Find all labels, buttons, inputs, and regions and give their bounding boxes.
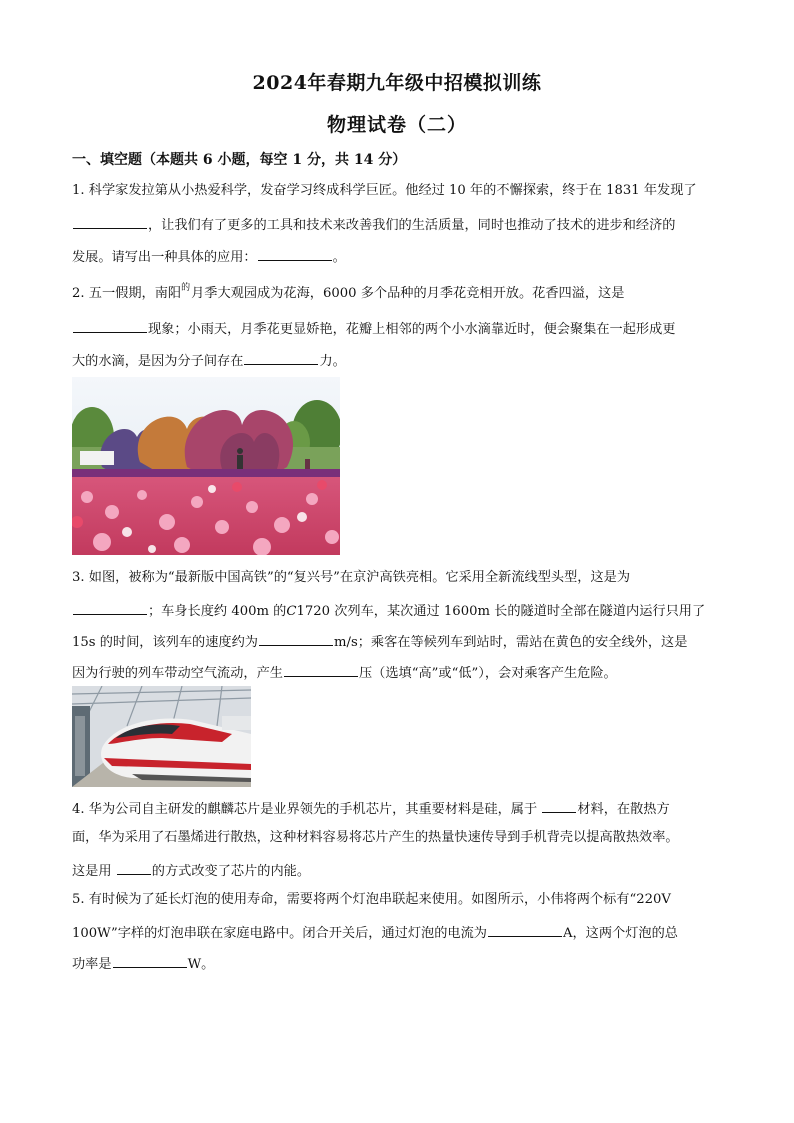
answer-blank[interactable] xyxy=(542,798,576,813)
question-5-line-2: 100W”字样的灯泡串联在家庭电路中。闭合开关后，通过灯泡的电流为 A，这两个灯泡的总 xyxy=(72,922,722,943)
exam-title: 2024年春期九年级中招模拟训练 xyxy=(252,72,542,94)
exam-subtitle: 物理试卷（二） xyxy=(326,114,467,136)
question-4-line-3: 这是用 的方式改变了芯片的内能。 xyxy=(72,860,722,881)
bullet-train-photo xyxy=(72,686,251,787)
question-2-line-1: 2. 五一假期，南阳$^的$月季大观园成为花海，6000 多个品种的月季花竞相开放。花香四溢，这是 xyxy=(72,283,625,301)
answer-blank[interactable] xyxy=(488,922,562,937)
answer-blank[interactable] xyxy=(284,662,358,677)
question-1-line-2: ，让我们有了更多的工具和技术来改善我们的生活质量，同时也推动了技术的进步和经济的 xyxy=(72,214,722,235)
section-heading: 一、填空题（本题共 6 小题，每空 1 分，共 14 分） xyxy=(72,152,407,168)
answer-blank[interactable] xyxy=(258,246,332,261)
answer-blank[interactable] xyxy=(113,953,187,968)
question-2-line-2: 现象；小雨天，月季花更显娇艳，花瓣上相邻的两个小水滴靠近时，便会聚集在一起形成更 xyxy=(72,318,722,339)
question-3-line-1: 3. 如图，被称为“最新版中国高铁”的“复兴号”在京沪高铁亮相。它采用全新流线型头型，这是为 xyxy=(72,570,631,585)
question-1-line-1: 1. 科学家发拉第从小热爱科学，发奋学习终成科学巨匠。他经过 10 年的不懈探索，终于在 1831 年发现了 xyxy=(72,183,697,198)
question-5-line-3: 功率是 W。 xyxy=(72,953,722,974)
question-3-line-2: ；车身长度约 400m 的C1720 次列车，某次通过 1600m 长的隧道时全部在隧道内运行只用了 xyxy=(72,600,722,621)
answer-blank[interactable] xyxy=(117,860,151,875)
question-1-line-3: 发展。请写出一种具体的应用： 。 xyxy=(72,246,722,267)
flower-garden-photo xyxy=(72,377,340,555)
question-5-line-1: 5. 有时候为了延长灯泡的使用寿命，需要将两个灯泡串联起来使用。如图所示，小伟将两个标有“220V xyxy=(72,892,671,907)
answer-blank[interactable] xyxy=(244,350,318,365)
question-4-line-2: 面，华为采用了石墨烯进行散热，这种材料容易将芯片产生的热量快速传导到手机背壳以提高散热效率。 xyxy=(72,830,679,845)
question-3-line-4: 因为行驶的列车带动空气流动，产生 压（选填“高”或“低”），会对乘客产生危险。 xyxy=(72,662,722,683)
question-3-line-3: 15s 的时间，该列车的速度约为 m/s；乘客在等候列车到站时，需站在黄色的安全线外，这是 xyxy=(72,631,722,652)
question-2-line-3: 大的水滴，是因为分子间存在 力。 xyxy=(72,350,722,371)
answer-blank[interactable] xyxy=(73,214,147,229)
answer-blank[interactable] xyxy=(73,600,147,615)
question-4-line-1: 4. 华为公司自主研发的麒麟芯片是业界领先的手机芯片，其重要材料是硅，属于 材料，在散热方 xyxy=(72,798,722,819)
answer-blank[interactable] xyxy=(259,631,333,646)
answer-blank[interactable] xyxy=(73,318,147,333)
